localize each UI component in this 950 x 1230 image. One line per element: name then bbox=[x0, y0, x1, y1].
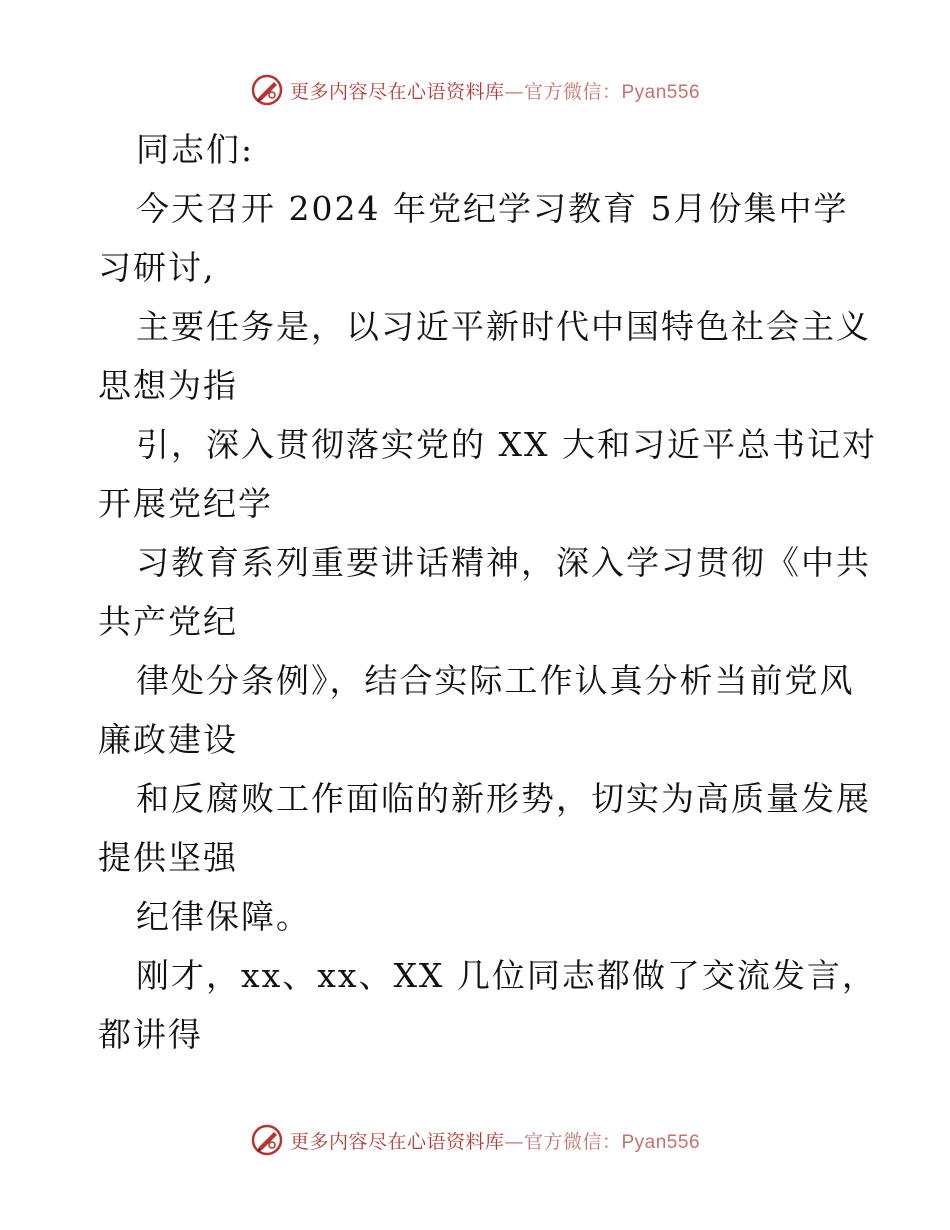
document-body bbox=[98, 120, 877, 1064]
body-line: 主要任务是，以习近平新时代中国特色社会主义 bbox=[136, 307, 871, 346]
footer-banner bbox=[0, 1120, 950, 1160]
header-banner-text bbox=[290, 77, 700, 104]
footer-banner-main: 更多内容尽在心语资料库 bbox=[289, 1130, 505, 1153]
header-banner-separator: — bbox=[504, 80, 524, 103]
body-line: 律处分条例》，结合实际工作认真分析当前党风 bbox=[136, 661, 855, 700]
body-line: 和反腐败工作面临的新形势，切实为高质量发展 bbox=[136, 779, 871, 818]
footer-banner-wechat-id: Pyan556 bbox=[621, 1131, 701, 1153]
footer-banner-text bbox=[290, 1127, 700, 1154]
body-line: 同志们: bbox=[136, 130, 255, 169]
quill-logo-icon bbox=[250, 73, 284, 107]
quill-logo-icon bbox=[250, 1123, 284, 1157]
body-line: 今天召开 2024 年党纪学习教育 5月份集中学 bbox=[136, 189, 849, 228]
footer-banner-inner bbox=[250, 1123, 700, 1157]
body-line: 思想为指 bbox=[98, 366, 238, 405]
header-banner-main: 更多内容尽在心语资料库 bbox=[289, 80, 505, 103]
body-line: 纪律保障。 bbox=[136, 897, 311, 936]
body-line: 廉政建设 bbox=[98, 720, 238, 759]
header-banner-inner bbox=[250, 73, 700, 107]
body-line: 刚才，xx、xx、XX 几位同志都做了交流发言， bbox=[136, 956, 877, 995]
header-banner-wechat-id: Pyan556 bbox=[621, 81, 701, 103]
body-line: 提供坚强 bbox=[98, 838, 238, 877]
body-line: 习研讨, bbox=[98, 248, 216, 287]
header-banner bbox=[0, 70, 950, 110]
body-line: 共产党纪 bbox=[98, 602, 238, 641]
footer-banner-separator: — bbox=[504, 1130, 524, 1153]
body-line: 都讲得 bbox=[98, 1015, 203, 1054]
body-line: 开展党纪学 bbox=[98, 484, 273, 523]
header-banner-wechat-label: 官方微信： bbox=[523, 80, 622, 103]
body-line: 引，深入贯彻落实党的 XX 大和习近平总书记对 bbox=[136, 425, 877, 464]
footer-banner-wechat-label: 官方微信： bbox=[523, 1130, 622, 1153]
body-line: 习教育系列重要讲话精神，深入学习贯彻《中共 bbox=[136, 543, 871, 582]
